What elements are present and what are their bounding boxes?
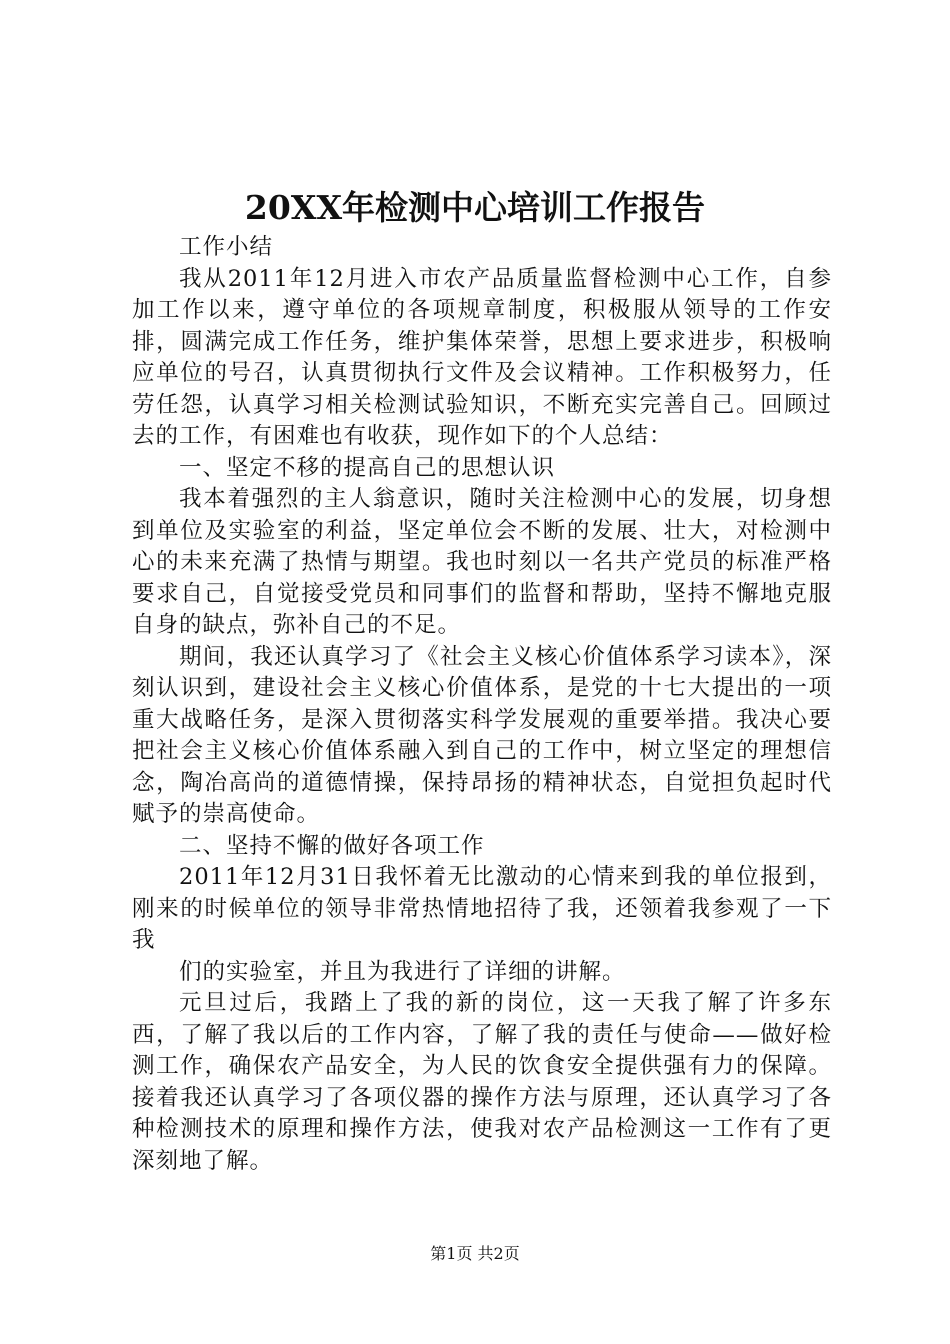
- section-heading: 一、坚定不移的提高自己的思想认识: [179, 454, 556, 481]
- paragraph: 我从2011年12月进入市农产品质量监督检测中心工作，自参加工作以来，遵守单位的各项规章制度，积极服从领导的工作安排，圆满完成工作任务，维护集体荣誉，思想上要求进步，积极响应单位的号召，认真贯彻执行文件及会议精神。工作积极努力，任劳任怨，认真学习相关检测试验知识，不断充实完善自己。回顾过去的工作，有困难也有收获，现作如下的个人总结：: [132, 265, 832, 449]
- paragraph: 期间，我还认真学习了《社会主义核心价值体系学习读本》，深刻认识到，建设社会主义核心价值体系，是党的十七大提出的一项重大战略任务，是深入贯彻落实科学发展观的重要举措。我决心要把社会主义核心价值体系融入到自己的工作中，树立坚定的理想信念，陶冶高尚的道德情操，保持昂扬的精神状态，自觉担负起时代赋予的崇高使命。: [132, 643, 832, 827]
- paragraph: 2011年12月31日我怀着无比激动的心情来到我的单位报到，刚来的时候单位的领导非常热情地招待了我，还领着我参观了一下我: [132, 864, 832, 953]
- paragraph: 元旦过后，我踏上了我的新的岗位，这一天我了解了许多东西，了解了我以后的工作内容，了解了我的责任与使命——做好检测工作，确保农产品安全，为人民的饮食安全提供强有力的保障。接着我还认真学习了各项仪器的操作方法与原理，还认真学习了各种检测技术的原理和操作方法，使我对农产品检测这一工作有了更深刻地了解。: [132, 990, 832, 1174]
- paragraph: 们的实验室，并且为我进行了详细的讲解。: [179, 958, 626, 985]
- document-title: 20XX年检测中心培训工作报告: [244, 188, 706, 227]
- section-label: 工作小结: [179, 234, 274, 260]
- page-footer: 第1页 共2页: [430, 1244, 520, 1263]
- paragraph: 我本着强烈的主人翁意识，随时关注检测中心的发展，切身想到单位及实验室的利益，坚定单位会不断的发展、壮大，对检测中心的未来充满了热情与期望。我也时刻以一名共产党员的标准严格要求自己，自觉接受党员和同事们的监督和帮助，坚持不懈地克服自身的缺点，弥补自己的不足。: [132, 486, 832, 638]
- document-body: [132, 232, 832, 1177]
- section-heading: 二、坚持不懈的做好各项工作: [179, 832, 485, 859]
